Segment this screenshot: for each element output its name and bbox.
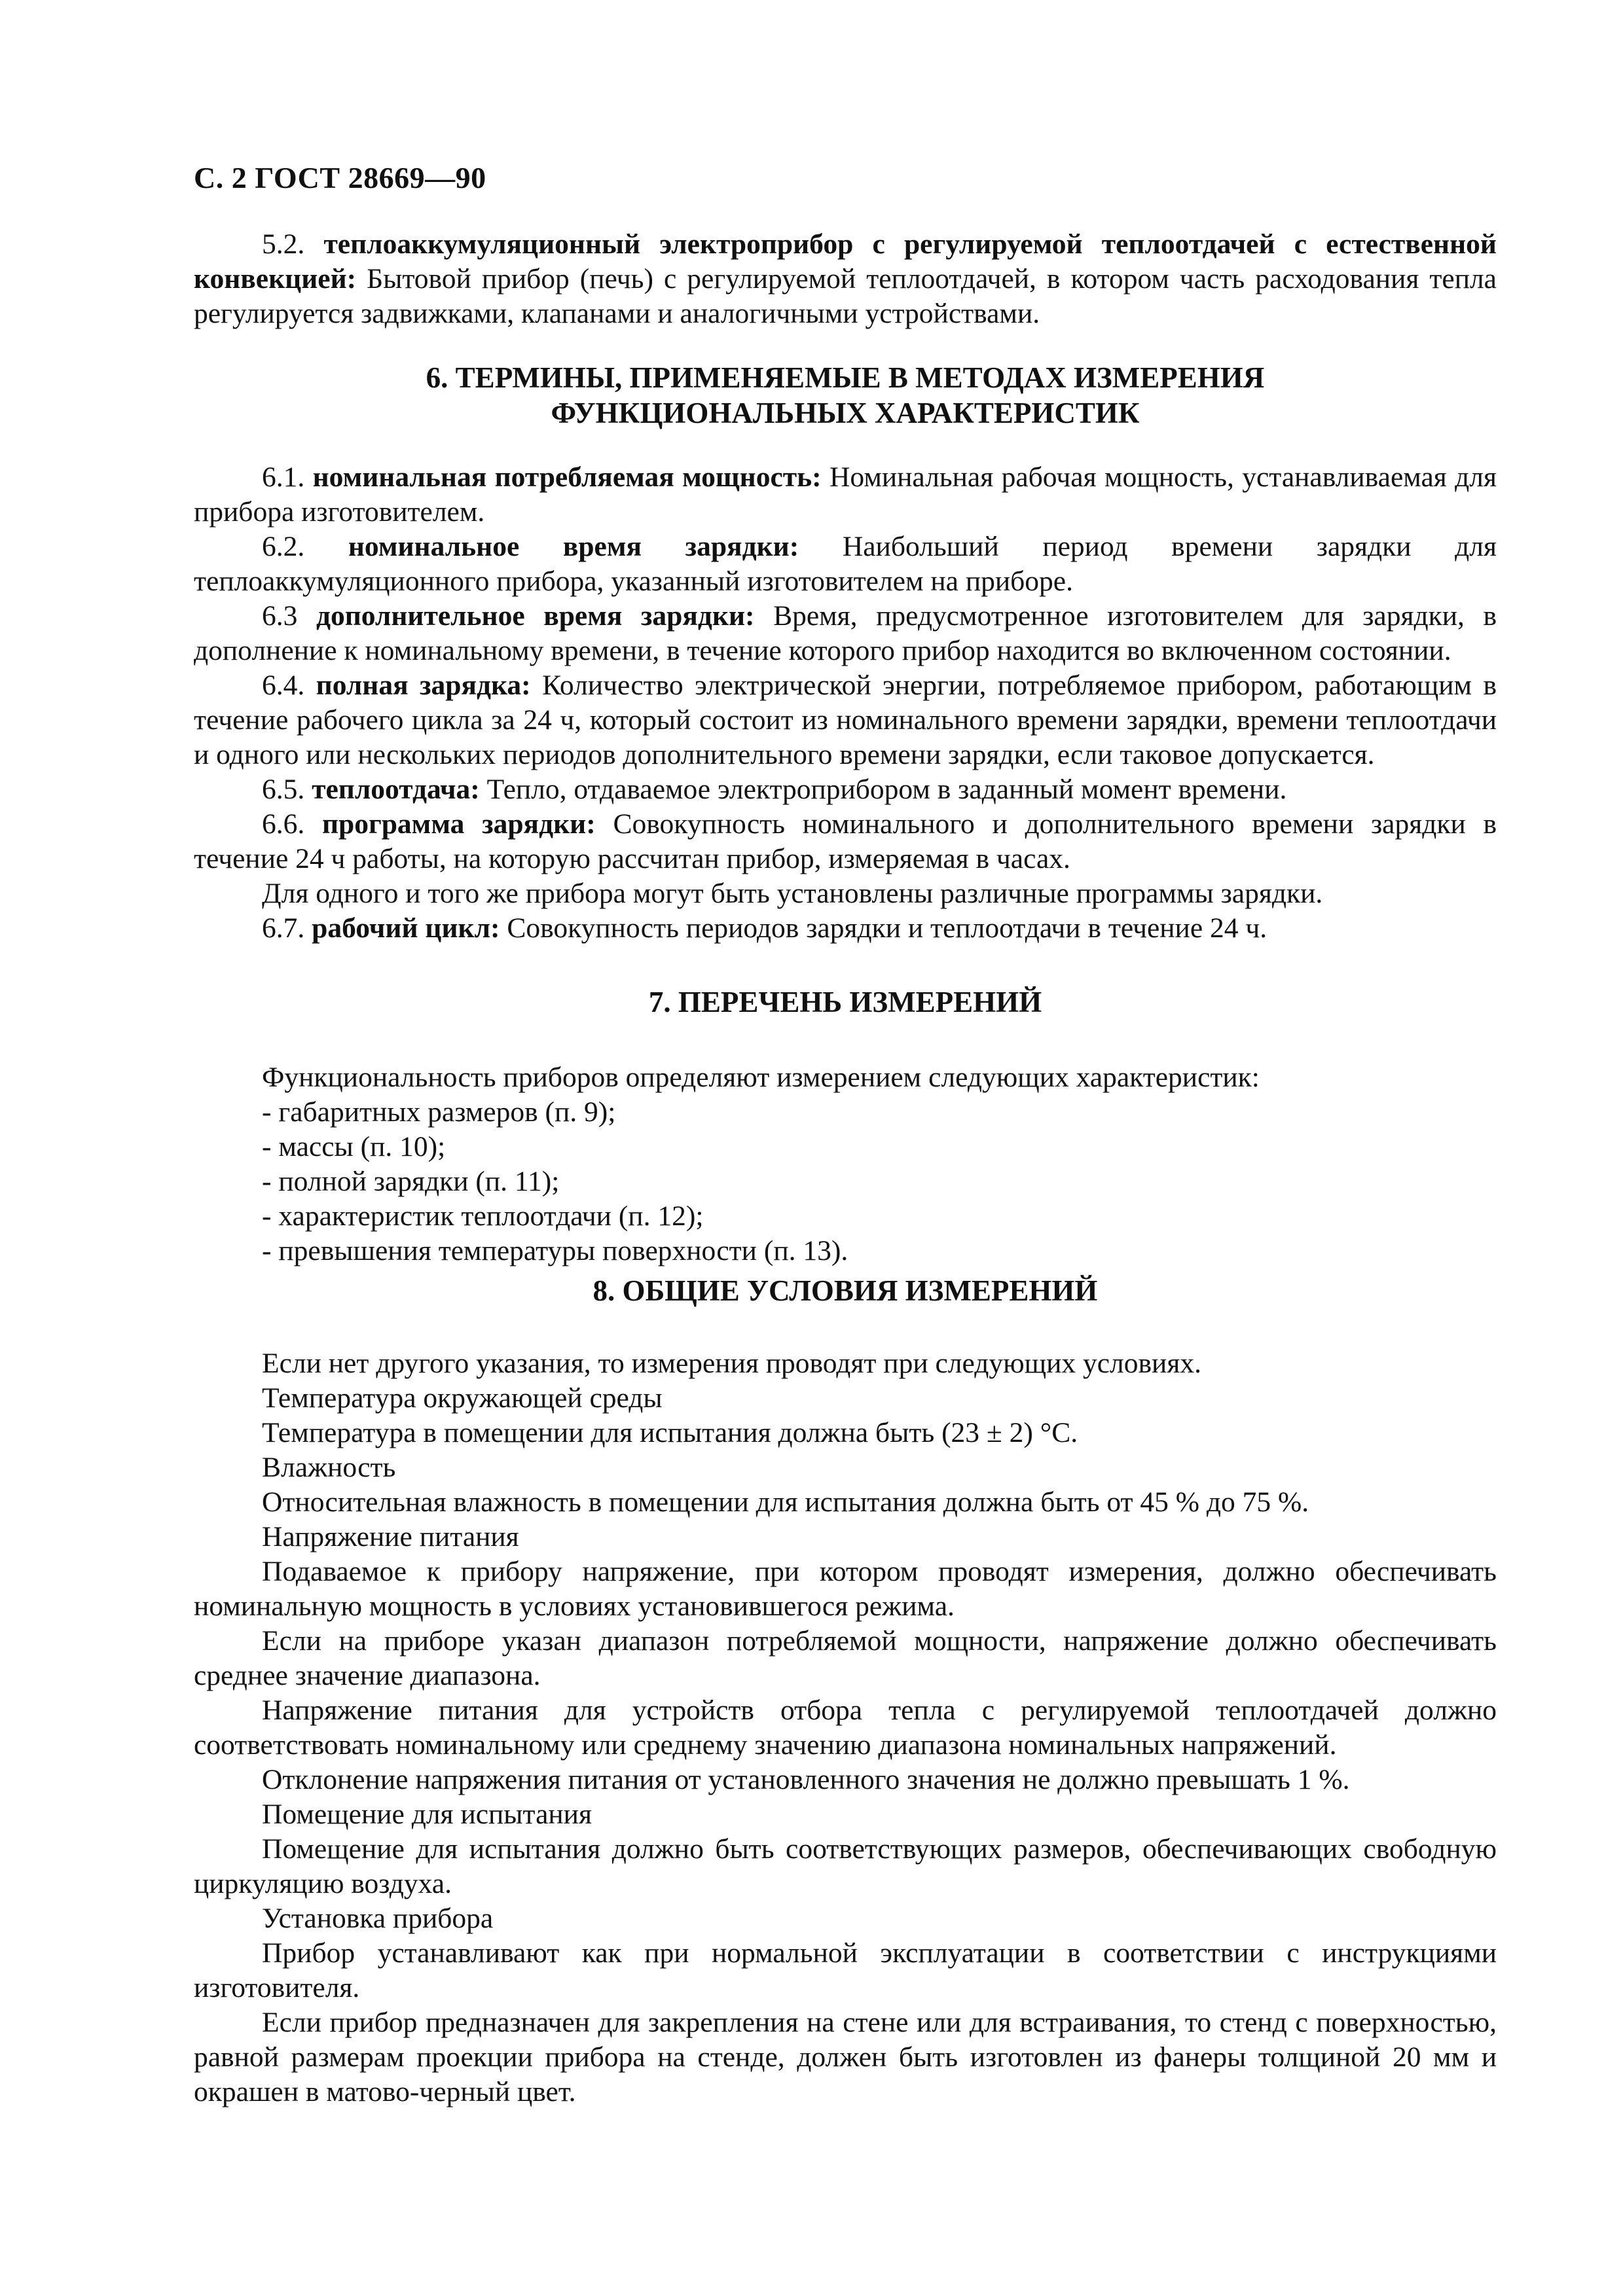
clause-6-6-note: Для одного и того же прибора могут быть установлены различные программы зарядки. <box>262 878 1323 909</box>
section-8-heading: 8. ОБЩИЕ УСЛОВИЯ ИЗМЕРЕНИЙ <box>593 1274 1098 1307</box>
subheading: Температура окружающей среды <box>262 1382 663 1414</box>
subheading: Установка прибора <box>262 1903 494 1934</box>
clause-text: Бытовой прибор (печь) с регулируемой теплоотдачей, в котором часть расходования тепла регулируется задвижками, клапанами и аналогичными устройствами. <box>194 263 1497 329</box>
section-7-intro: Функциональность приборов определяют измерением следующих характеристик: <box>262 1062 1260 1093</box>
clause-number: 6.7. <box>262 912 305 944</box>
clause-term: теплоотдача: <box>312 774 480 805</box>
subheading: Помещение для испытания <box>262 1799 592 1830</box>
paragraph: Напряжение питания для устройств отбора тепла с регулируемой теплоотдачей должно соответствовать номинальному или среднему значению диапазона номинальных напряжений. <box>194 1695 1497 1761</box>
section-7-heading: 7. ПЕРЕЧЕНЬ ИЗМЕРЕНИЙ <box>648 986 1042 1018</box>
clause-text: Совокупность периодов зарядки и теплоотдачи в течение 24 ч. <box>507 912 1267 944</box>
clause-text: Количество электрической энергии, потребляемое прибором, работающим в течение рабочего цикла за 24 ч, который состоит из номинального времени зарядки, времени теплоотдачи и одного или нескольких периодов дополнительного времени зарядки, если таковое допускается. <box>194 670 1497 770</box>
clause-6-2 <box>194 529 1497 599</box>
clause-number: 6.4. <box>262 670 305 701</box>
section-6-heading <box>194 360 1497 431</box>
clause-number: 6.1. <box>262 461 305 493</box>
clause-number: 6.2. <box>262 531 305 562</box>
paragraph: Если прибор предназначен для закрепления на стене или для встраивания, то стенд с поверхностью, равной размерам проекции прибора на стенде, должен быть изготовлен из фанеры толщиной 20 мм и окрашен в матово-черный цвет. <box>194 2007 1497 2108</box>
heading-line: ФУНКЦИОНАЛЬНЫХ ХАРАКТЕРИСТИК <box>551 397 1140 429</box>
heading-line: 6. ТЕРМИНЫ, ПРИМЕНЯЕМЫЕ В МЕТОДАХ ИЗМЕРЕНИЯ <box>426 361 1265 394</box>
clause-term: программа зарядки: <box>321 808 596 840</box>
paragraph: Температура в помещении для испытания должна быть (23 ± 2) °С. <box>262 1417 1078 1448</box>
clause-number: 6.6. <box>262 808 305 840</box>
paragraph: Если на приборе указан диапазон потребляемой мощности, напряжение должно обеспечивать среднее значение диапазона. <box>194 1625 1497 1691</box>
paragraph: Подаваемое к прибору напряжение, при котором проводят измерения, должно обеспечивать номинальную мощность в условиях установившегося режима. <box>194 1556 1497 1622</box>
clause-6-1 <box>194 460 1497 529</box>
measurement-list <box>194 1095 1497 1268</box>
list-item: - полной зарядки (п. 11); <box>262 1164 1497 1199</box>
paragraph: Помещение для испытания должно быть соответствующих размеров, обеспечивающих свободную циркуляцию воздуха. <box>194 1833 1497 1899</box>
subheading: Влажность <box>262 1452 396 1483</box>
clause-term: номинальная потребляемая мощность: <box>312 461 822 493</box>
clause-5-2 <box>194 227 1497 331</box>
section-7-body <box>194 1060 1497 1268</box>
clause-6-5 <box>194 772 1497 807</box>
clause-term: дополнительное время зарядки: <box>316 600 755 632</box>
clause-term: теплоаккумуляционный электроприбор с регулируемой теплоотдачей с естественной конвекцией: <box>194 228 1497 295</box>
section-6-body <box>194 460 1497 946</box>
clause-number: 6.5. <box>262 774 305 805</box>
paragraph: Если нет другого указания, то измерения проводят при следующих условиях. <box>262 1348 1201 1379</box>
clause-term: рабочий цикл: <box>312 912 500 944</box>
clause-number: 6.3 <box>262 600 298 632</box>
section-5-2 <box>194 227 1497 331</box>
list-item: - габаритных размеров (п. 9); <box>262 1095 1497 1130</box>
clause-text: Время, предусмотренное изготовителем для зарядки, в дополнение к номинальному времени, в течение которого прибор находится во включенном состоянии. <box>194 600 1497 666</box>
subheading: Напряжение питания <box>262 1521 519 1552</box>
clause-term: полная зарядка: <box>316 670 531 701</box>
list-item: - характеристик теплоотдачи (п. 12); <box>262 1199 1497 1234</box>
clause-6-6 <box>194 807 1497 876</box>
list-item: - массы (п. 10); <box>262 1130 1497 1164</box>
section-8-body <box>194 1346 1497 2109</box>
clause-term: номинальное время зарядки: <box>348 531 799 562</box>
paragraph: Относительная влажность в помещении для испытания должна быть от 45 % до 75 %. <box>262 1486 1309 1518</box>
clause-text: Номинальная рабочая мощность, устанавливаемая для прибора изготовителем. <box>194 461 1497 528</box>
clause-6-4 <box>194 668 1497 772</box>
clause-text: Тепло, отдаваемое электроприбором в заданный момент времени. <box>486 774 1287 805</box>
clause-text: Совокупность номинального и дополнительного времени зарядки в течение 24 ч работы, на которую рассчитан прибор, измеряемая в часах. <box>194 808 1497 874</box>
clause-6-7 <box>194 911 1497 946</box>
paragraph: Прибор устанавливают как при нормальной эксплуатации в соответствии с инструкциями изготовителя. <box>194 1937 1497 2003</box>
clause-number: 5.2. <box>262 228 305 260</box>
list-item: - превышения температуры поверхности (п. 13). <box>262 1234 1497 1268</box>
paragraph: Отклонение напряжения питания от установленного значения не должно превышать 1 %. <box>262 1764 1350 1795</box>
clause-6-3 <box>194 599 1497 668</box>
clause-text: Наибольший период времени зарядки для теплоаккумуляционного прибора, указанный изготовителем на приборе. <box>194 531 1497 597</box>
page-header: С. 2 ГОСТ 28669—90 <box>194 161 486 194</box>
